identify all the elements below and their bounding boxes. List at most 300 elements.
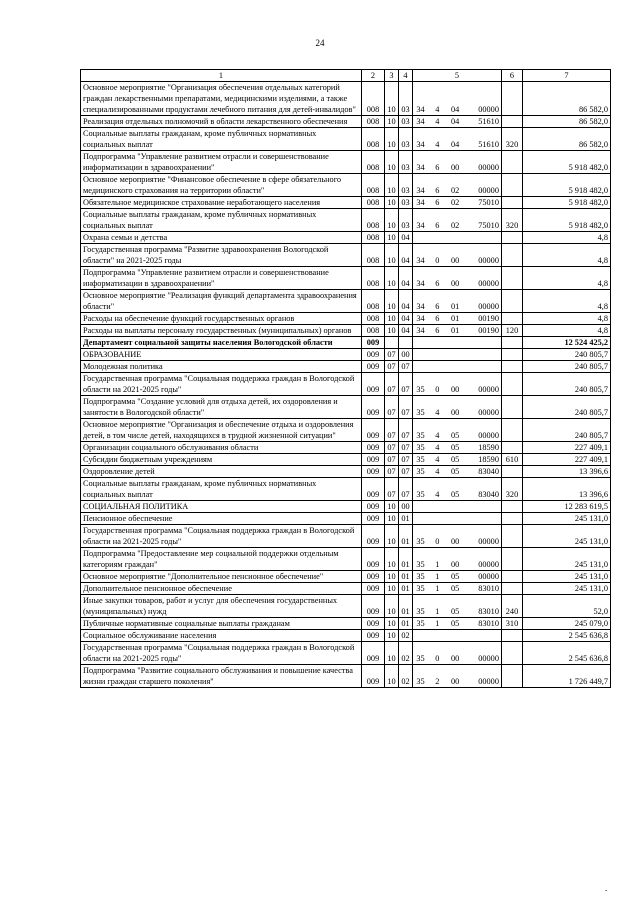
target-code-part: 1 [435, 572, 440, 581]
row-section-cell: 10 [385, 151, 399, 174]
target-code-part: 00000 [478, 163, 499, 172]
target-code-part: 05 [451, 431, 460, 440]
target-code [415, 104, 499, 115]
row-target-code-cell [413, 209, 502, 232]
row-section-cell: 07 [385, 373, 399, 396]
target-code-part: 00000 [478, 560, 499, 569]
row-subsection-cell: 03 [399, 174, 413, 197]
row-expense-type-cell [502, 513, 523, 525]
row-section-cell: 07 [385, 442, 399, 454]
row-expense-type-cell: 320 [502, 478, 523, 501]
row-target-code-cell [413, 571, 502, 583]
row-amount-cell: 13 396,6 [523, 478, 611, 501]
target-code-part: 04 [451, 105, 460, 114]
target-code-part: 2 [435, 677, 440, 686]
page-number: 24 [315, 38, 325, 48]
row-target-code-cell [413, 501, 502, 513]
row-target-code-cell [413, 197, 502, 209]
row-name-cell: Подпрограмма "Управление развитием отрасли и совершенствование информатизации в здравоохранении" [81, 151, 362, 174]
target-code-part: 01 [451, 302, 460, 311]
row-expense-type-cell [502, 442, 523, 454]
row-amount-cell: 13 396,6 [523, 466, 611, 478]
target-code-part: 35 [416, 431, 425, 440]
target-code-part: 00 [451, 279, 460, 288]
target-code-part: 35 [416, 560, 425, 569]
target-code-part: 05 [451, 572, 460, 581]
target-code-part: 83010 [478, 619, 499, 628]
row-name-cell: Реализация отдельных полномочий в области лекарственного обеспечения [81, 116, 362, 128]
target-code-part: 00 [451, 537, 460, 546]
table-row [81, 513, 611, 525]
header-cell: 4 [399, 70, 413, 82]
row-target-code-cell [413, 419, 502, 442]
row-subsection-cell: 04 [399, 290, 413, 313]
table-row [81, 313, 611, 325]
target-code-part: 00000 [478, 408, 499, 417]
row-section-cell: 10 [385, 267, 399, 290]
row-ministry-cell: 009 [362, 442, 385, 454]
row-name-cell: Основное мероприятие "Организация и обеспечение отдыха и оздоровления детей, в том числе детей, находящихся в трудной жизненной ситуации" [81, 419, 362, 442]
row-subsection-cell: 03 [399, 82, 413, 116]
target-code-part: 00000 [478, 279, 499, 288]
row-target-code-cell [413, 128, 502, 151]
target-code [415, 116, 499, 127]
table-row [81, 466, 611, 478]
row-section-cell: 10 [385, 232, 399, 244]
target-code-part: 83010 [478, 607, 499, 616]
row-amount-cell: 4,8 [523, 267, 611, 290]
target-code [415, 559, 499, 570]
row-subsection-cell: 07 [399, 454, 413, 466]
table-row [81, 630, 611, 642]
row-name-cell: Основное мероприятие "Реализация функций департамента здравоохранения области" [81, 290, 362, 313]
target-code [415, 571, 499, 582]
target-code [415, 278, 499, 289]
row-expense-type-cell [502, 571, 523, 583]
row-subsection-cell: 07 [399, 466, 413, 478]
row-ministry-cell: 009 [362, 618, 385, 630]
target-code [415, 676, 499, 687]
row-ministry-cell: 009 [362, 513, 385, 525]
row-ministry-cell: 009 [362, 466, 385, 478]
table-row [81, 197, 611, 209]
row-target-code-cell [413, 232, 502, 244]
target-code-part: 00 [451, 677, 460, 686]
row-section-cell: 07 [385, 349, 399, 361]
row-amount-cell: 240 805,7 [523, 419, 611, 442]
target-code-part: 04 [451, 117, 460, 126]
row-amount-cell: 245 131,0 [523, 513, 611, 525]
budget-table [80, 69, 611, 688]
row-expense-type-cell: 240 [502, 595, 523, 618]
row-ministry-cell: 009 [362, 525, 385, 548]
target-code-part: 00000 [478, 537, 499, 546]
target-code-part: 6 [435, 163, 440, 172]
row-name-cell: Расходы на выплаты персоналу государственных (муниципальных) органов [81, 325, 362, 337]
target-code [415, 325, 499, 336]
row-target-code-cell [413, 151, 502, 174]
row-expense-type-cell [502, 419, 523, 442]
target-code [415, 185, 499, 196]
row-target-code-cell [413, 244, 502, 267]
row-amount-cell: 2 545 636,8 [523, 630, 611, 642]
row-target-code-cell [413, 290, 502, 313]
table-row [81, 442, 611, 454]
row-ministry-cell: 008 [362, 209, 385, 232]
row-ministry-cell: 009 [362, 396, 385, 419]
row-expense-type-cell: 120 [502, 325, 523, 337]
row-section-cell: 10 [385, 548, 399, 571]
row-expense-type-cell [502, 313, 523, 325]
table-row [81, 583, 611, 595]
target-code-part: 34 [416, 302, 425, 311]
target-code-part: 4 [435, 408, 440, 417]
target-code-part: 01 [451, 326, 460, 335]
target-code-part: 6 [435, 302, 440, 311]
target-code-part: 0 [435, 385, 440, 394]
row-expense-type-cell [502, 630, 523, 642]
row-amount-cell: 5 918 482,0 [523, 151, 611, 174]
table-row [81, 618, 611, 630]
target-code-part: 75010 [478, 221, 499, 230]
row-name-cell: Основное мероприятие "Дополнительное пенсионное обеспечение" [81, 571, 362, 583]
target-code-part: 35 [416, 584, 425, 593]
row-target-code-cell [413, 583, 502, 595]
target-code-part: 83040 [478, 467, 499, 476]
row-amount-cell: 5 918 482,0 [523, 174, 611, 197]
table-row [81, 209, 611, 232]
row-subsection-cell: 01 [399, 618, 413, 630]
row-name-cell: Департамент социальной защиты населения Вологодской области [81, 337, 362, 349]
table-body [81, 82, 611, 688]
row-target-code-cell [413, 337, 502, 349]
row-expense-type-cell [502, 642, 523, 665]
row-subsection-cell: 07 [399, 442, 413, 454]
target-code-part: 34 [416, 326, 425, 335]
target-code-part: 51610 [478, 140, 499, 149]
row-name-cell: Государственная программа "Социальная поддержка граждан в Вологодской области на 2021-2025 годы" [81, 525, 362, 548]
row-subsection-cell: 03 [399, 128, 413, 151]
target-code-part: 34 [416, 221, 425, 230]
row-subsection-cell: 00 [399, 349, 413, 361]
row-section-cell: 10 [385, 116, 399, 128]
row-section-cell: 07 [385, 466, 399, 478]
row-subsection-cell: 01 [399, 513, 413, 525]
target-code-part: 00 [451, 408, 460, 417]
row-target-code-cell [413, 442, 502, 454]
row-ministry-cell: 009 [362, 595, 385, 618]
row-ministry-cell: 008 [362, 151, 385, 174]
row-name-cell: Подпрограмма "Предоставление мер социальной поддержки отдельным категориям граждан" [81, 548, 362, 571]
row-target-code-cell [413, 361, 502, 373]
row-name-cell: Субсидии бюджетным учреждениям [81, 454, 362, 466]
row-ministry-cell: 009 [362, 583, 385, 595]
row-subsection-cell: 07 [399, 373, 413, 396]
row-subsection-cell: 04 [399, 267, 413, 290]
row-ministry-cell: 008 [362, 244, 385, 267]
target-code [415, 454, 499, 465]
row-section-cell: 10 [385, 244, 399, 267]
row-ministry-cell: 009 [362, 419, 385, 442]
target-code [415, 197, 499, 208]
row-name-cell: СОЦИАЛЬНАЯ ПОЛИТИКА [81, 501, 362, 513]
row-section-cell: 10 [385, 82, 399, 116]
row-target-code-cell [413, 466, 502, 478]
row-subsection-cell: 07 [399, 478, 413, 501]
table-row [81, 665, 611, 688]
table-row [81, 454, 611, 466]
row-name-cell: Государственная программа "Социальная поддержка граждан в Вологодской области на 2021-2025 годы" [81, 642, 362, 665]
target-code-part: 35 [416, 537, 425, 546]
target-code [415, 583, 499, 594]
row-expense-type-cell [502, 116, 523, 128]
row-ministry-cell: 009 [362, 373, 385, 396]
row-name-cell: ОБРАЗОВАНИЕ [81, 349, 362, 361]
row-section-cell: 07 [385, 454, 399, 466]
row-ministry-cell: 009 [362, 642, 385, 665]
row-target-code-cell [413, 116, 502, 128]
target-code-part: 83010 [478, 584, 499, 593]
table-row [81, 525, 611, 548]
target-code-part: 00 [451, 560, 460, 569]
row-name-cell: Социальное обслуживание населения [81, 630, 362, 642]
target-code-part: 34 [416, 198, 425, 207]
row-subsection-cell: 03 [399, 209, 413, 232]
row-amount-cell: 4,8 [523, 244, 611, 267]
row-subsection-cell: 03 [399, 151, 413, 174]
row-expense-type-cell [502, 548, 523, 571]
target-code-part: 35 [416, 607, 425, 616]
target-code-part: 34 [416, 140, 425, 149]
row-expense-type-cell [502, 466, 523, 478]
row-amount-cell: 4,8 [523, 232, 611, 244]
target-code-part: 51610 [478, 117, 499, 126]
target-code [415, 220, 499, 231]
target-code-part: 05 [451, 490, 460, 499]
target-code [415, 466, 499, 477]
target-code-part: 00190 [478, 326, 499, 335]
header-cell: 6 [502, 70, 523, 82]
target-code [415, 606, 499, 617]
row-target-code-cell [413, 373, 502, 396]
table-row [81, 337, 611, 349]
row-subsection-cell: 07 [399, 419, 413, 442]
target-code-part: 00000 [478, 677, 499, 686]
row-name-cell: Подпрограмма "Управление развитием отрасли и совершенствование информатизации в здравоохранении" [81, 267, 362, 290]
target-code-part: 05 [451, 455, 460, 464]
target-code-part: 4 [435, 490, 440, 499]
row-section-cell: 10 [385, 174, 399, 197]
target-code-part: 34 [416, 279, 425, 288]
row-target-code-cell [413, 595, 502, 618]
row-expense-type-cell [502, 525, 523, 548]
row-subsection-cell: 03 [399, 116, 413, 128]
row-ministry-cell: 009 [362, 349, 385, 361]
row-target-code-cell [413, 313, 502, 325]
target-code-part: 4 [435, 140, 440, 149]
row-amount-cell: 227 409,1 [523, 442, 611, 454]
table-row [81, 478, 611, 501]
row-target-code-cell [413, 349, 502, 361]
row-target-code-cell [413, 665, 502, 688]
header-cell: 2 [362, 70, 385, 82]
target-code-part: 34 [416, 256, 425, 265]
row-expense-type-cell [502, 373, 523, 396]
row-ministry-cell: 008 [362, 290, 385, 313]
table-row [81, 232, 611, 244]
target-code-part: 83040 [478, 490, 499, 499]
row-ministry-cell: 009 [362, 337, 385, 349]
row-name-cell: Основное мероприятие "Финансовое обеспечение в сфере обязательного медицинского страхования на территории области" [81, 174, 362, 197]
target-code-part: 05 [451, 443, 460, 452]
target-code-part: 0 [435, 256, 440, 265]
row-amount-cell: 12 524 425,2 [523, 337, 611, 349]
target-code-part: 6 [435, 326, 440, 335]
table-row [81, 595, 611, 618]
row-name-cell: Расходы на обеспечение функций государственных органов [81, 313, 362, 325]
row-name-cell: Государственная программа "Развитие здравоохранения Вологодской области" на 2021-2025 годы [81, 244, 362, 267]
target-code [415, 139, 499, 150]
target-code [415, 301, 499, 312]
target-code-part: 1 [435, 619, 440, 628]
row-subsection-cell: 01 [399, 571, 413, 583]
target-code-part: 34 [416, 163, 425, 172]
target-code [415, 430, 499, 441]
target-code-part: 0 [435, 654, 440, 663]
target-code-part: 34 [416, 105, 425, 114]
row-expense-type-cell [502, 337, 523, 349]
table-row [81, 642, 611, 665]
row-section-cell: 10 [385, 630, 399, 642]
table-row [81, 396, 611, 419]
target-code-part: 18590 [478, 443, 499, 452]
row-amount-cell: 52,0 [523, 595, 611, 618]
row-expense-type-cell: 320 [502, 128, 523, 151]
row-section-cell: 10 [385, 665, 399, 688]
row-section-cell: 10 [385, 618, 399, 630]
target-code-part: 35 [416, 385, 425, 394]
target-code-part: 00 [451, 256, 460, 265]
row-ministry-cell: 008 [362, 174, 385, 197]
row-ministry-cell: 009 [362, 478, 385, 501]
target-code-part: 6 [435, 314, 440, 323]
table-row [81, 290, 611, 313]
row-section-cell: 10 [385, 642, 399, 665]
row-expense-type-cell [502, 349, 523, 361]
target-code-part: 6 [435, 221, 440, 230]
target-code-part: 00000 [478, 572, 499, 581]
row-subsection-cell: 03 [399, 197, 413, 209]
row-expense-type-cell: 310 [502, 618, 523, 630]
row-target-code-cell [413, 267, 502, 290]
row-target-code-cell [413, 525, 502, 548]
row-amount-cell: 2 545 636,8 [523, 642, 611, 665]
row-amount-cell: 245 079,0 [523, 618, 611, 630]
row-section-cell: 10 [385, 501, 399, 513]
row-section-cell: 10 [385, 525, 399, 548]
target-code-part: 02 [451, 221, 460, 230]
row-amount-cell: 86 582,0 [523, 82, 611, 116]
row-expense-type-cell [502, 232, 523, 244]
row-name-cell: Молодежная политика [81, 361, 362, 373]
target-code-part: 00000 [478, 385, 499, 394]
row-name-cell: Государственная программа "Социальная поддержка граждан в Вологодской области на 2021-2025 годы" [81, 373, 362, 396]
row-name-cell: Иные закупки товаров, работ и услуг для обеспечения государственных (муниципальных) нужд [81, 595, 362, 618]
table-row [81, 361, 611, 373]
row-ministry-cell: 009 [362, 571, 385, 583]
row-amount-cell: 86 582,0 [523, 116, 611, 128]
row-amount-cell: 1 726 449,7 [523, 665, 611, 688]
target-code-part: 00000 [478, 431, 499, 440]
row-subsection-cell: 04 [399, 325, 413, 337]
target-code-part: 34 [416, 186, 425, 195]
row-name-cell: Социальные выплаты гражданам, кроме публичных нормативных социальных выплат [81, 128, 362, 151]
row-expense-type-cell [502, 82, 523, 116]
target-code-part: 0 [435, 537, 440, 546]
row-subsection-cell: 04 [399, 244, 413, 267]
row-amount-cell: 4,8 [523, 313, 611, 325]
row-section-cell: 10 [385, 197, 399, 209]
row-name-cell: Обязательное медицинское страхование неработающего населения [81, 197, 362, 209]
row-target-code-cell [413, 548, 502, 571]
target-code-part: 6 [435, 186, 440, 195]
row-section-cell: 10 [385, 325, 399, 337]
table-row [81, 244, 611, 267]
row-amount-cell: 245 131,0 [523, 583, 611, 595]
row-target-code-cell [413, 513, 502, 525]
row-section-cell: 10 [385, 290, 399, 313]
row-ministry-cell: 009 [362, 630, 385, 642]
row-subsection-cell: 04 [399, 232, 413, 244]
row-target-code-cell [413, 325, 502, 337]
row-expense-type-cell [502, 361, 523, 373]
row-section-cell: 10 [385, 313, 399, 325]
target-code-part: 4 [435, 105, 440, 114]
row-target-code-cell [413, 396, 502, 419]
table-row [81, 349, 611, 361]
table-row [81, 571, 611, 583]
row-subsection-cell: 01 [399, 525, 413, 548]
row-expense-type-cell: 610 [502, 454, 523, 466]
row-name-cell: Пенсионное обеспечение [81, 513, 362, 525]
table-row [81, 116, 611, 128]
target-code-part: 75010 [478, 198, 499, 207]
row-subsection-cell: 01 [399, 548, 413, 571]
target-code-part: 6 [435, 198, 440, 207]
row-subsection-cell: 07 [399, 396, 413, 419]
target-code-part: 35 [416, 619, 425, 628]
target-code-part: 00 [451, 385, 460, 394]
row-subsection-cell: 00 [399, 501, 413, 513]
row-target-code-cell [413, 454, 502, 466]
target-code [415, 255, 499, 266]
target-code-part: 35 [416, 654, 425, 663]
header-cell: 7 [523, 70, 611, 82]
row-subsection-cell: 02 [399, 642, 413, 665]
row-ministry-cell: 009 [362, 548, 385, 571]
table-row [81, 82, 611, 116]
row-expense-type-cell [502, 244, 523, 267]
row-subsection-cell [399, 337, 413, 349]
target-code-part: 1 [435, 560, 440, 569]
row-ministry-cell: 008 [362, 116, 385, 128]
table-row [81, 373, 611, 396]
row-expense-type-cell [502, 174, 523, 197]
target-code-part: 35 [416, 408, 425, 417]
row-amount-cell: 245 131,0 [523, 571, 611, 583]
row-amount-cell: 12 283 619,5 [523, 501, 611, 513]
target-code-part: 35 [416, 443, 425, 452]
